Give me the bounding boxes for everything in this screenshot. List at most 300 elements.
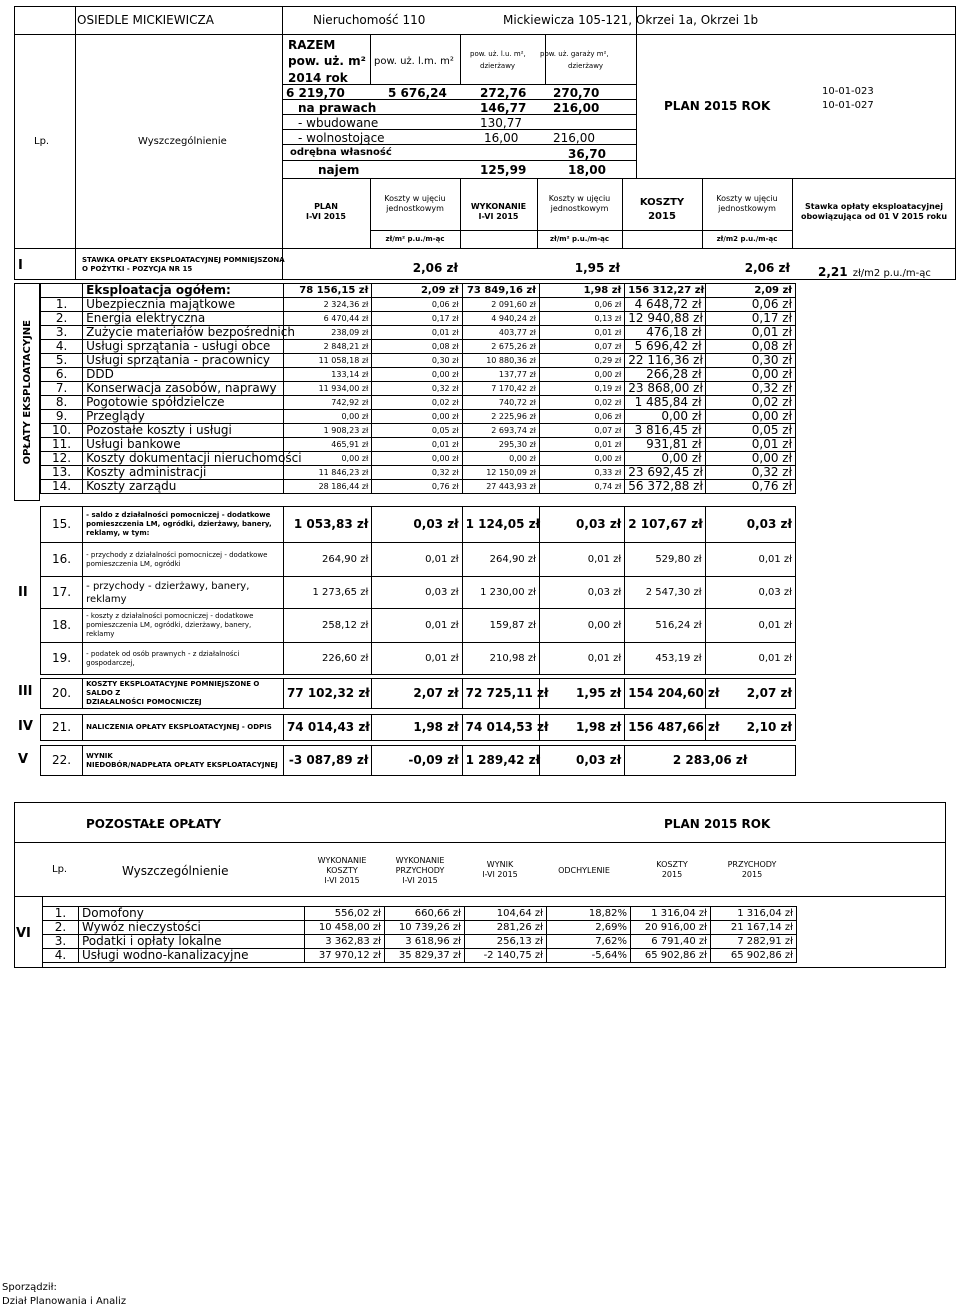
estate-name: OSIEDLE MICKIEWICZA <box>77 13 214 27</box>
razem-label: RAZEM <box>288 38 336 52</box>
row-number: 2. <box>43 921 79 935</box>
other-wyszcz-header: Wyszczególnienie <box>122 864 229 878</box>
wyk-value: 74 014,53 zł <box>462 715 539 741</box>
unit-value-3: 2,07 zł <box>705 679 795 709</box>
income-table <box>40 506 796 675</box>
wynik-value: -2 140,75 zł <box>465 949 547 963</box>
koszty-value: 23 868,00 zł <box>625 382 705 396</box>
row-number: 20. <box>41 679 83 709</box>
row-number: 10. <box>41 424 83 438</box>
area-lu: 125,99 <box>480 163 527 177</box>
koszty-value: 156 487,66 zł <box>625 715 705 741</box>
koszty-value: 2 547,30 zł <box>625 577 705 609</box>
other-fees-table <box>42 906 797 963</box>
koszty-value: 156 312,27 zł <box>625 284 705 298</box>
code-2: 10-01-027 <box>822 100 874 111</box>
u1-value: 0,17 zł <box>372 312 462 326</box>
other-col-przych: PRZYCHODY 2015 <box>727 860 777 879</box>
koszty-value: 23 692,45 zł <box>625 466 705 480</box>
row-label: Ubezpiecznia majątkowe <box>83 298 284 312</box>
row-label: Koszty administracji <box>83 466 284 480</box>
row-label: - saldo z działalności pomocniczej - dodatkowe pomieszczenia LM, ogródki, dzierżawy, banery, reklamy, w tym: <box>83 507 284 543</box>
wyk-value: 73 849,16 zł <box>462 284 539 298</box>
row-label: Pogotowie spółdzielcze <box>83 396 284 410</box>
wyk-value: 4 940,24 zł <box>462 312 539 326</box>
wp-value: 3 618,96 zł <box>385 935 465 949</box>
row-number: 22. <box>41 746 83 776</box>
u3-value: 0,00 zł <box>705 452 795 466</box>
wyk-value: 7 170,42 zł <box>462 382 539 396</box>
row-label: Przeglądy <box>83 410 284 424</box>
wyk-value: 159,87 zł <box>462 609 539 643</box>
row-label: Domofony <box>79 907 305 921</box>
table-row <box>41 543 796 577</box>
u3-value: 0,30 zł <box>705 354 795 368</box>
wyk-value: 403,77 zł <box>462 326 539 340</box>
row-number: 5. <box>41 354 83 368</box>
row-label: Pozostałe koszty i usługi <box>83 424 284 438</box>
plan-value: 0,00 zł <box>283 410 371 424</box>
u1-value: 0,01 zł <box>372 438 462 452</box>
koszty-value: 2 283,06 zł <box>625 746 796 776</box>
side-label-cell <box>14 283 40 501</box>
u2-value: 1,98 zł <box>539 284 624 298</box>
wynik-value: 104,64 zł <box>465 907 547 921</box>
odch-value: 18,82% <box>547 907 631 921</box>
other-fees-plan-title: PLAN 2015 ROK <box>664 817 771 831</box>
unit-value-2: 1,98 zł <box>539 715 624 741</box>
plan-value: -3 087,89 zł <box>283 746 371 776</box>
u3-value: 0,06 zł <box>705 298 795 312</box>
row-label: Energia elektryczna <box>83 312 284 326</box>
unit-label-3: zł/m2 p.u./m-ąc <box>716 235 778 243</box>
section-roman-v: V <box>18 752 29 767</box>
odch-value: -5,64% <box>547 949 631 963</box>
area-total: 6 219,70 <box>286 86 345 100</box>
table-row <box>41 438 796 452</box>
other-col-odch: ODCHYLENIE <box>558 866 610 875</box>
u2-value: 0,00 zł <box>539 452 624 466</box>
u1-value: 0,00 zł <box>372 410 462 424</box>
area-row-label: najem <box>318 163 360 177</box>
wp-value: 10 739,26 zł <box>385 921 465 935</box>
unit-value-2: 0,03 zł <box>539 746 624 776</box>
other-col-wyk-przych: WYKONANIE PRZYCHODY I-VI 2015 <box>395 856 445 885</box>
wyk-value: 740,72 zł <box>462 396 539 410</box>
koszty-value: 3 816,45 zł <box>625 424 705 438</box>
unit-value-3: 2,10 zł <box>705 715 795 741</box>
stawka-unit: zł/m2 p.u./m-ąc <box>852 268 931 279</box>
table-row <box>43 935 797 949</box>
u1-value: 0,01 zł <box>372 326 462 340</box>
area-row-label: - wbudowane <box>298 116 379 130</box>
unit-label-1: zł/m² p.u./m-ąc <box>385 235 445 243</box>
u3-value: 0,00 zł <box>705 410 795 424</box>
p-value: 7 282,91 zł <box>711 935 797 949</box>
row-number: 15. <box>41 507 83 543</box>
koszty-value: 0,00 zł <box>625 410 705 424</box>
wyk-value: 1 124,05 zł <box>462 507 539 543</box>
koszty-value: 266,28 zł <box>625 368 705 382</box>
row-label: - przychody - dzierżawy, banery, reklamy <box>83 577 284 609</box>
table-row <box>41 312 796 326</box>
area-row-label: - wolnostojące <box>298 131 385 145</box>
u1-value: 0,08 zł <box>372 340 462 354</box>
u1-value: 0,30 zł <box>372 354 462 368</box>
wyk-value: 12 150,09 zł <box>462 466 539 480</box>
row-label: Koszty dokumentacji nieruchomości <box>83 452 284 466</box>
table-row <box>43 949 797 963</box>
dzierzawy-label: dzierżawy <box>480 62 516 70</box>
row-number: 12. <box>41 452 83 466</box>
wynik-value: 256,13 zł <box>465 935 547 949</box>
row-label: - podatek od osób prawnych - z działalności gospodarczej, <box>83 643 284 675</box>
table-row <box>41 368 796 382</box>
koszty-value: 0,00 zł <box>625 452 705 466</box>
plan-value: 465,91 zł <box>283 438 371 452</box>
plan-year-title: PLAN 2015 ROK <box>664 99 771 113</box>
area-lu: 16,00 <box>484 131 519 145</box>
u2-value: 0,19 zł <box>539 382 624 396</box>
wyk-value: 2 225,96 zł <box>462 410 539 424</box>
wyk-value: 2 675,26 zł <box>462 340 539 354</box>
plan-value: 226,60 zł <box>283 643 371 675</box>
koszty-value: 56 372,88 zł <box>625 480 705 494</box>
stawka-unit-2: 1,95 zł <box>574 261 620 275</box>
u1-value: 0,01 zł <box>372 609 462 643</box>
koszty-value: 476,18 zł <box>625 326 705 340</box>
wk-value: 3 362,83 zł <box>305 935 385 949</box>
u2-value: 0,74 zł <box>539 480 624 494</box>
section5-table <box>40 745 796 776</box>
u2-value: 0,01 zł <box>539 438 624 452</box>
section-roman-vi: VI <box>16 926 31 941</box>
row-number: 17. <box>41 577 83 609</box>
table-row <box>41 396 796 410</box>
col-stawka: Stawka opłaty eksploatacyjnej obowiązująca od 01 V 2015 roku <box>800 202 948 221</box>
u1-value: 0,00 zł <box>372 452 462 466</box>
row-number: 7. <box>41 382 83 396</box>
property-name: Nieruchomość 110 <box>313 13 426 27</box>
row-label: Konserwacja zasobów, naprawy <box>83 382 284 396</box>
row-number: 1. <box>43 907 79 921</box>
row-number: 19. <box>41 643 83 675</box>
plan-value: 0,00 zł <box>283 452 371 466</box>
row-number: 2. <box>41 312 83 326</box>
area-gar: 216,00 <box>553 101 600 115</box>
table-row <box>41 643 796 675</box>
koszty-value: 931,81 zł <box>625 438 705 452</box>
u2-value: 0,07 zł <box>539 340 624 354</box>
odch-value: 2,69% <box>547 921 631 935</box>
other-lp-header: Lp. <box>52 864 68 875</box>
u2-value: 0,03 zł <box>539 507 624 543</box>
wyk-value: 72 725,11 zł <box>462 679 539 709</box>
u2-value: 0,00 zł <box>539 609 624 643</box>
wyk-value: 0,00 zł <box>462 452 539 466</box>
u3-value: 0,08 zł <box>705 340 795 354</box>
u2-value: 0,01 zł <box>539 643 624 675</box>
row-label: NALICZENIA OPŁATY EKSPLOATACYJNEJ - ODPIS <box>83 715 284 741</box>
wyk-value: 2 693,74 zł <box>462 424 539 438</box>
u3-value: 0,01 zł <box>705 609 795 643</box>
wyk-value: 1 289,42 zł <box>462 746 539 776</box>
property-address: Mickiewicza 105-121, Okrzei 1a, Okrzei 1b <box>503 13 759 27</box>
odch-value: 7,62% <box>547 935 631 949</box>
wyk-value: 210,98 zł <box>462 643 539 675</box>
unit-value-1: 2,07 zł <box>372 679 462 709</box>
u3-value: 0,00 zł <box>705 368 795 382</box>
area-gar: 216,00 <box>553 131 595 145</box>
row-number: 9. <box>41 410 83 424</box>
u1-value: 0,01 zł <box>372 643 462 675</box>
k-value: 20 916,00 zł <box>631 921 711 935</box>
u1-value: 0,06 zł <box>372 298 462 312</box>
u1-value: 0,32 zł <box>372 382 462 396</box>
table-row <box>41 284 796 298</box>
col-unit-1: Koszty w ujęciu jednostkowym <box>384 194 446 213</box>
row-label: DDD <box>83 368 284 382</box>
other-fees-title: POZOSTAŁE OPŁATY <box>86 817 222 831</box>
stawka-value: 2,21 <box>818 265 848 279</box>
area-lu: 272,76 <box>480 86 527 100</box>
plan-value: 1 908,23 zł <box>283 424 371 438</box>
plan-value: 2 324,36 zł <box>283 298 371 312</box>
wyszczegolnienie-header: Wyszczególnienie <box>138 136 227 147</box>
plan-value: 742,92 zł <box>283 396 371 410</box>
row-label: Zużycie materiałów bezpośrednich <box>83 326 284 340</box>
u3-value: 0,01 zł <box>705 326 795 340</box>
u1-value: 0,03 zł <box>372 577 462 609</box>
koszty-value: 529,80 zł <box>625 543 705 577</box>
wynik-value: 281,26 zł <box>465 921 547 935</box>
u1-value: 0,00 zł <box>372 368 462 382</box>
plan-value: 11 058,18 zł <box>283 354 371 368</box>
row-number <box>41 284 83 298</box>
u3-value: 0,01 zł <box>705 643 795 675</box>
row-number: 4. <box>41 340 83 354</box>
section-roman-i: I <box>18 258 23 273</box>
u1-value: 0,01 zł <box>372 543 462 577</box>
u3-value: 0,01 zł <box>705 543 795 577</box>
stawka-unit-1: 2,06 zł <box>412 261 458 275</box>
wyk-value: 2 091,60 zł <box>462 298 539 312</box>
section-roman-ii: II <box>18 585 28 600</box>
table-row <box>41 326 796 340</box>
row-label: Wywóz nieczystości <box>79 921 305 935</box>
u2-value: 0,07 zł <box>539 424 624 438</box>
table-row <box>41 452 796 466</box>
row-number: 18. <box>41 609 83 643</box>
row-label: Usługi bankowe <box>83 438 284 452</box>
u3-value: 2,09 zł <box>705 284 795 298</box>
row-label: Podatki i opłaty lokalne <box>79 935 305 949</box>
row-number: 14. <box>41 480 83 494</box>
u3-value: 0,32 zł <box>705 466 795 480</box>
table-row <box>43 907 797 921</box>
koszty-value: 154 204,60 zł <box>625 679 705 709</box>
table-row <box>41 340 796 354</box>
table-row <box>41 480 796 494</box>
area-row-label: odrębna własność <box>290 147 392 158</box>
area-gar: 18,00 <box>568 163 606 177</box>
plan-value: 2 848,21 zł <box>283 340 371 354</box>
plan-value: 6 470,44 zł <box>283 312 371 326</box>
row-label: - koszty z działalności pomocniczej - dodatkowe pomieszczenia LM, ogródki, dzierżawy, banery, reklamy <box>83 609 284 643</box>
section3-table <box>40 678 796 709</box>
table-row <box>41 354 796 368</box>
row-label: Eksploatacja ogółem: <box>83 284 284 298</box>
table-row <box>41 424 796 438</box>
unit-label-2: zł/m² p.u./m-ąc <box>550 235 609 243</box>
pow-uz-garazy-label: pow. uż. garaży m², <box>540 50 609 58</box>
table-row <box>43 921 797 935</box>
plan-value: 133,14 zł <box>283 368 371 382</box>
unit-value-2: 1,95 zł <box>539 679 624 709</box>
table-row <box>41 466 796 480</box>
table-row <box>41 746 796 776</box>
p-value: 1 316,04 zł <box>711 907 797 921</box>
section-roman-iii: III <box>18 684 33 699</box>
u1-value: 0,03 zł <box>372 507 462 543</box>
plan-value: 1 053,83 zł <box>283 507 371 543</box>
row-number: 1. <box>41 298 83 312</box>
row-label: Usługi sprzątania - pracownicy <box>83 354 284 368</box>
plan-value: 238,09 zł <box>283 326 371 340</box>
pow-uz-lm-label: pow. uż. l.m. m² <box>374 56 454 67</box>
u2-value: 0,29 zł <box>539 354 624 368</box>
other-col-wyk-koszty: WYKONANIE KOSZTY I-VI 2015 <box>317 856 367 885</box>
section-roman-iv: IV <box>18 719 33 734</box>
wp-value: 660,66 zł <box>385 907 465 921</box>
cost-table <box>40 283 796 494</box>
u3-value: 0,03 zł <box>705 577 795 609</box>
table-row <box>41 410 796 424</box>
table-row <box>41 507 796 543</box>
col-koszty: KOSZTY 2015 <box>639 197 685 222</box>
plan-value: 28 186,44 zł <box>283 480 371 494</box>
p-value: 65 902,86 zł <box>711 949 797 963</box>
row-label: Koszty zarządu <box>83 480 284 494</box>
u2-value: 0,06 zł <box>539 410 624 424</box>
plan-value: 258,12 zł <box>283 609 371 643</box>
plan-value: 264,90 zł <box>283 543 371 577</box>
area-gar: 36,70 <box>568 147 606 161</box>
k-value: 65 902,86 zł <box>631 949 711 963</box>
u3-value: 0,17 zł <box>705 312 795 326</box>
other-col-koszty: KOSZTY 2015 <box>656 860 688 879</box>
footer-department: Dział Planowania i Analiz <box>2 1296 127 1307</box>
row-number: 6. <box>41 368 83 382</box>
u1-value: 0,32 zł <box>372 466 462 480</box>
col-unit-2: Koszty w ujęciu jednostkowym <box>548 194 611 213</box>
u3-value: 0,02 zł <box>705 396 795 410</box>
table-row <box>41 679 796 709</box>
k-value: 6 791,40 zł <box>631 935 711 949</box>
year-label: 2014 rok <box>288 71 348 85</box>
table-row <box>41 609 796 643</box>
section4-table <box>40 714 796 741</box>
area-lu: 146,77 <box>480 101 527 115</box>
wk-value: 10 458,00 zł <box>305 921 385 935</box>
koszty-value: 5 696,42 zł <box>625 340 705 354</box>
wk-value: 37 970,12 zł <box>305 949 385 963</box>
row-number: 16. <box>41 543 83 577</box>
u2-value: 0,02 zł <box>539 396 624 410</box>
row-number: 3. <box>41 326 83 340</box>
u2-value: 0,01 zł <box>539 543 624 577</box>
wyk-value: 1 230,00 zł <box>462 577 539 609</box>
koszty-value: 12 940,88 zł <box>625 312 705 326</box>
koszty-value: 22 116,36 zł <box>625 354 705 368</box>
u1-value: 0,02 zł <box>372 396 462 410</box>
u2-value: 0,03 zł <box>539 577 624 609</box>
side-label: OPŁATY EKSPLOATACYJNE <box>21 319 33 465</box>
row-number: 21. <box>41 715 83 741</box>
table-row <box>41 577 796 609</box>
dzierzawy-label-2: dzierżawy <box>568 62 604 70</box>
wyk-value: 264,90 zł <box>462 543 539 577</box>
koszty-value: 453,19 zł <box>625 643 705 675</box>
unit-value-1: -0,09 zł <box>372 746 462 776</box>
table-row <box>41 715 796 741</box>
table-row <box>41 382 796 396</box>
u3-value: 0,03 zł <box>705 507 795 543</box>
row-number: 11. <box>41 438 83 452</box>
stawka-label: STAWKA OPŁATY EKSPLOATACYJNEJ POMNIEJSZONA O POŻYTKI - POZYCJA NR 15 <box>82 256 285 273</box>
col-wykonanie: WYKONANIE I-VI 2015 <box>470 202 527 221</box>
pow-uz-lu-label: pow. uż. l.u. m², <box>470 50 526 58</box>
plan-value: 77 102,32 zł <box>283 679 371 709</box>
code-1: 10-01-023 <box>822 86 874 97</box>
col-plan: PLAN I-VI 2015 <box>306 202 346 221</box>
unit-value-1: 1,98 zł <box>372 715 462 741</box>
koszty-value: 1 485,84 zł <box>625 396 705 410</box>
u2-value: 0,06 zł <box>539 298 624 312</box>
plan-value: 11 846,23 zł <box>283 466 371 480</box>
wyk-value: 295,30 zł <box>462 438 539 452</box>
plan-value: 11 934,00 zł <box>283 382 371 396</box>
table-row <box>41 298 796 312</box>
wp-value: 35 829,37 zł <box>385 949 465 963</box>
u3-value: 0,76 zł <box>705 480 795 494</box>
plan-value: 1 273,65 zł <box>283 577 371 609</box>
plan-value: 74 014,43 zł <box>283 715 371 741</box>
area-lm: 5 676,24 <box>388 86 447 100</box>
row-label: WYNIK NIEDOBÓR/NADPŁATA OPŁATY EKSPLOATACYJNEJ <box>83 746 284 776</box>
wyk-value: 27 443,93 zł <box>462 480 539 494</box>
koszty-value: 4 648,72 zł <box>625 298 705 312</box>
u1-value: 2,09 zł <box>372 284 462 298</box>
row-number: 8. <box>41 396 83 410</box>
row-label: KOSZTY EKSPLOATACYJNE POMNIEJSZONE O SALDO Z DZIAŁALNOŚCI POMOCNICZEJ <box>83 679 284 709</box>
footer-author-label: Sporządził: <box>2 1282 57 1293</box>
wyk-value: 137,77 zł <box>462 368 539 382</box>
plan-value: 78 156,15 zł <box>283 284 371 298</box>
u3-value: 0,01 zł <box>705 438 795 452</box>
p-value: 21 167,14 zł <box>711 921 797 935</box>
u2-value: 0,01 zł <box>539 326 624 340</box>
u1-value: 0,05 zł <box>372 424 462 438</box>
stawka-unit-3: 2,06 zł <box>744 261 790 275</box>
koszty-value: 516,24 zł <box>625 609 705 643</box>
row-label: - przychody z działalności pomocniczej - dodatkowe pomieszczenia LM, ogródki <box>83 543 284 577</box>
row-number: 13. <box>41 466 83 480</box>
wyk-value: 10 880,36 zł <box>462 354 539 368</box>
row-number: 4. <box>43 949 79 963</box>
other-col-wynik: WYNIK I-VI 2015 <box>482 860 518 879</box>
row-label: Usługi wodno-kanalizacyjne <box>79 949 305 963</box>
